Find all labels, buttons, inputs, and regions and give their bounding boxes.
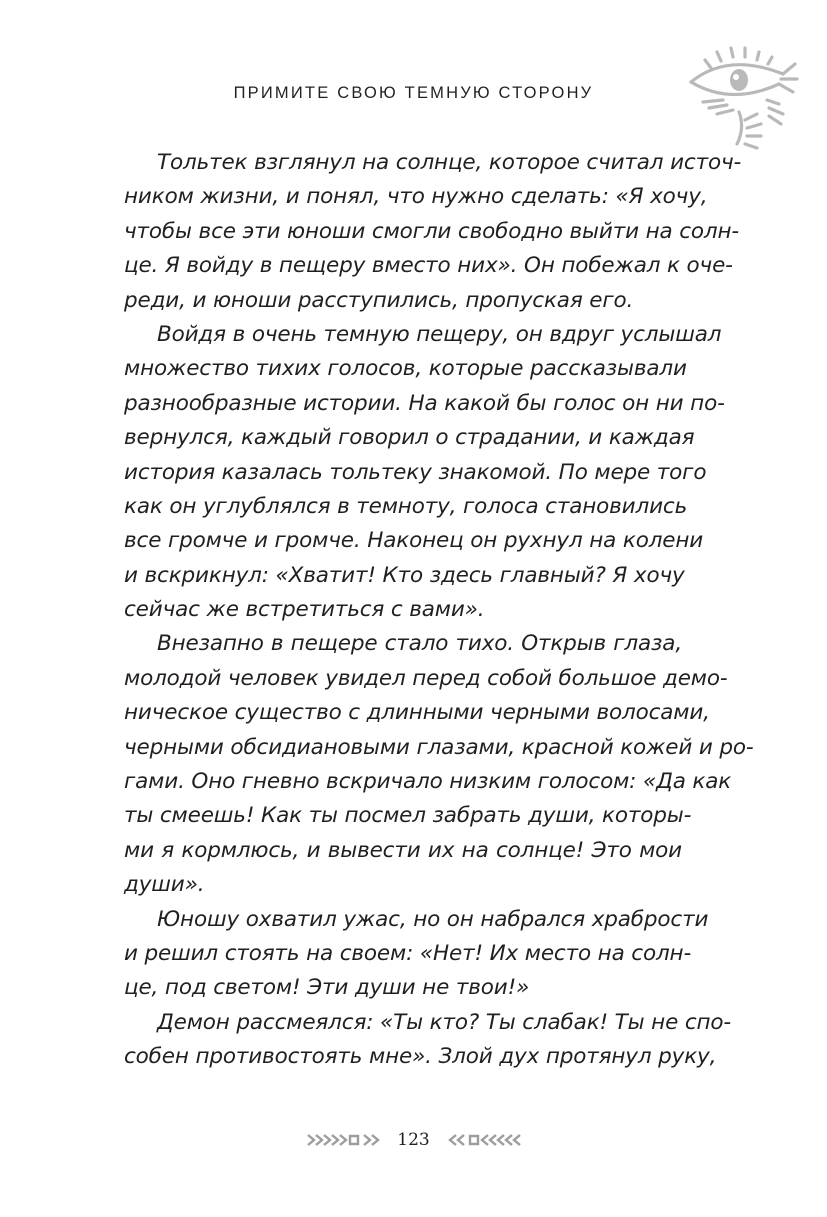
text-line: собен противостоять мне». Злой дух протянул руку, [124,1044,717,1070]
text-line: Внезапно в пещере стало тихо. Открыв глаза, [157,631,682,657]
text-line: ми я кормлюсь, и вывести их на солнце! Это мои [124,837,682,863]
text-line: чтобы все эти юноши смогли свободно выйти на солн- [124,218,739,244]
paragraph-5 [124,1006,732,1075]
text-line: множество тихих голосов, которые рассказывали [124,356,687,382]
text-line: це, под светом! Эти души не твои!» [124,975,530,1001]
text-line: разнообразные истории. На какой бы голос он ни по- [124,390,725,416]
paragraph-2 [124,318,725,628]
text-line: Юношу охватил ужас, но он набрался храбрости [157,906,709,932]
text-line: история казалась тольтеку знакомой. По мере того [124,459,707,485]
text-line: и решил стоять на своем: «Нет! Их место на солн- [124,940,692,966]
text-line: ником жизни, и понял, что нужно сделать: «Я хочу, [124,184,708,210]
text-line: ты смеешь! Как ты посмел забрать души, которы- [124,803,692,829]
text-line: черными обсидиановыми глазами, красной кожей и ро- [124,734,754,760]
paragraph-1 [124,146,742,318]
text-line: Войдя в очень темную пещеру, он вдруг услышал [157,321,722,347]
text-line: ническое существо с длинными черными волосами, [124,700,710,726]
text-line: все громче и громче. Наконец он рухнул на колени [124,528,704,554]
text-line: гами. Оно гневно вскричало низким голосом: «Да как [124,769,732,795]
paragraph-3 [124,627,754,902]
text-line: как он углублялся в темноту, голоса становились [124,493,688,519]
body-text [124,146,754,1075]
page-number: 123 [397,1130,430,1150]
page-footer [0,1128,827,1152]
running-head-title: ПРИМИТЕ СВОЮ ТЕМНУЮ СТОРОНУ [233,84,594,102]
arrow-chevron-ornament-icon [306,1132,386,1148]
text-line: и вскрикнул: «Хватит! Кто здесь главный? Я хочу [124,562,685,588]
text-line: сейчас же встретиться с вами». [124,597,485,623]
text-line: Демон рассмеялся: «Ты кто? Ты слабак! Ты не спо- [157,1009,732,1035]
text-line: Тольтек взглянул на солнце, которое считал источ- [157,150,742,175]
text-line: реди, и юноши расступились, пропуская его. [124,287,634,313]
text-line: вернулся, каждый говорил о страдании, и каждая [124,425,695,451]
text-line: це. Я войду в пещеру вместо них». Он побежал к оче- [124,253,733,279]
eye-ornament-icon [683,42,801,154]
text-line: души». [124,872,205,898]
text-line: молодой человек увидел перед собой большое демо- [124,665,728,691]
paragraph-4 [124,903,709,1006]
arrow-chevron-ornament-icon [442,1132,522,1148]
